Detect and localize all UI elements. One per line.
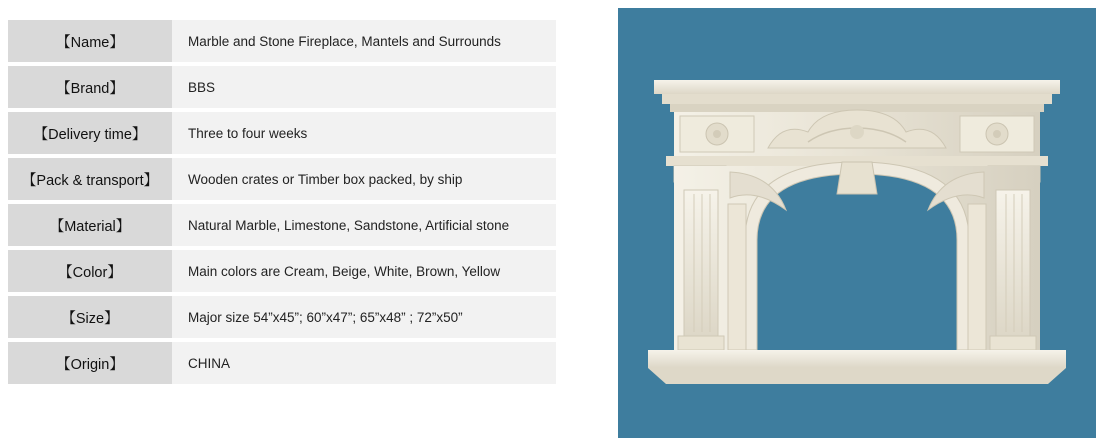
fireplace-product-photo [618,8,1096,438]
spec-key-origin: 【Origin】 [8,342,172,384]
spec-value-brand: BBS [172,66,556,108]
table-row [8,112,556,154]
table-row [8,66,556,108]
product-image-panel [560,0,1116,445]
fireplace-illustration [618,8,1096,438]
table-row [8,20,556,62]
table-row [8,158,556,200]
table-row [8,296,556,338]
spec-value-material: Natural Marble, Limestone, Sandstone, Artificial stone [172,204,556,246]
spec-key-color: 【Color】 [8,250,172,292]
specification-table-body [8,20,556,384]
spec-value-color: Main colors are Cream, Beige, White, Brown, Yellow [172,250,556,292]
spec-value-size: Major size 54”x45”; 60”x47”; 65”x48” ; 72”x50” [172,296,556,338]
specification-table [8,16,556,388]
table-row [8,342,556,384]
table-row [8,250,556,292]
spec-key-name: 【Name】 [8,20,172,62]
spec-key-pack-transport: 【Pack & transport】 [8,158,172,200]
spec-value-delivery-time: Three to four weeks [172,112,556,154]
spec-key-size: 【Size】 [8,296,172,338]
spec-key-material: 【Material】 [8,204,172,246]
spec-value-pack-transport: Wooden crates or Timber box packed, by ship [172,158,556,200]
table-row [8,204,556,246]
spec-key-brand: 【Brand】 [8,66,172,108]
spec-key-delivery-time: 【Delivery time】 [8,112,172,154]
spec-value-name: Marble and Stone Fireplace, Mantels and Surrounds [172,20,556,62]
spec-value-origin: CHINA [172,342,556,384]
